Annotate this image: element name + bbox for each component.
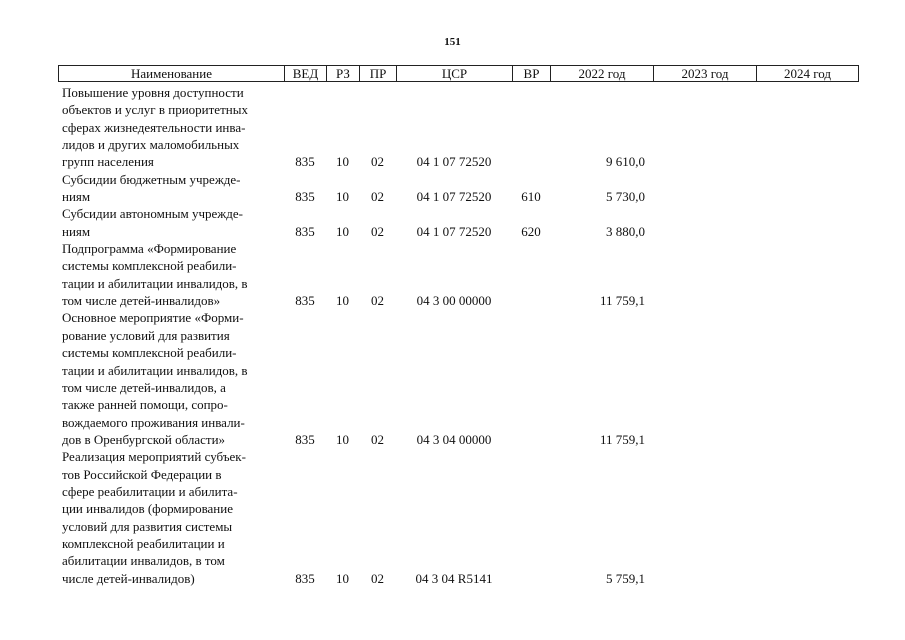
- header-2022: 2022 год: [551, 66, 654, 81]
- row-name: Субсидии бюджетным учрежде- ниям: [62, 171, 241, 205]
- row-name: Повышение уровня доступности объектов и услуг в приоритетных сферах жизнедеятельности инва- лидов и других маломобильных групп населения: [62, 85, 248, 170]
- header-name: Наименование: [59, 66, 285, 81]
- row-rz: 10: [336, 431, 349, 447]
- table-row: [58, 448, 857, 587]
- row-rz: 10: [336, 570, 349, 586]
- row-ved: 835: [295, 223, 315, 239]
- row-pr: 02: [371, 154, 384, 170]
- table-row: [58, 84, 857, 171]
- row-2022: 3 880,0: [606, 223, 645, 239]
- row-pr: 02: [371, 223, 384, 239]
- row-rz: 10: [336, 154, 349, 170]
- table-body: [58, 84, 857, 587]
- row-csr: 04 3 00 00000: [416, 293, 492, 309]
- row-name: Реализация мероприятий субъек- тов Российской Федерации в сфере реабилитации и абилита- ции инвалидов (формирование условий для развития системы комплексной реабилитации и абилитации инвалидов, в том числе детей-инвалидов): [62, 449, 246, 586]
- row-csr: 04 3 04 R5141: [415, 570, 493, 586]
- header-vr: ВР: [513, 66, 551, 81]
- row-rz: 10: [336, 189, 349, 205]
- header-pr: ПР: [360, 66, 397, 81]
- header-ved: ВЕД: [285, 66, 327, 81]
- row-csr: 04 1 07 72520: [416, 189, 492, 205]
- row-ved: 835: [295, 189, 315, 205]
- row-name: Субсидии автономным учрежде- ниям: [62, 206, 243, 239]
- row-2022: 9 610,0: [606, 154, 645, 170]
- header-rz: РЗ: [327, 66, 360, 81]
- page-number: 151: [444, 36, 461, 48]
- row-vr: 610: [521, 189, 541, 205]
- row-csr: 04 3 04 00000: [416, 431, 492, 447]
- table-header: [58, 65, 859, 82]
- header-csr: ЦСР: [397, 66, 513, 81]
- header-2023: 2023 год: [654, 66, 757, 81]
- row-csr: 04 1 07 72520: [416, 154, 492, 170]
- table-row: [58, 309, 857, 448]
- row-2022: 5 759,1: [606, 570, 645, 586]
- table-row: [58, 240, 857, 309]
- row-2022: 11 759,1: [599, 431, 645, 447]
- header-2024: 2024 год: [784, 66, 831, 81]
- row-rz: 10: [336, 223, 349, 239]
- table-row: [58, 171, 857, 206]
- table-row: [58, 205, 857, 240]
- row-name: Подпрограмма «Формирование системы комплексной реабили- тации и абилитации инвалидов, в том числе детей-инвалидов»: [62, 241, 248, 309]
- row-2022: 11 759,1: [599, 293, 645, 309]
- row-vr: 620: [521, 223, 541, 239]
- row-ved: 835: [295, 154, 315, 170]
- row-pr: 02: [371, 431, 384, 447]
- row-pr: 02: [371, 570, 384, 586]
- row-ved: 835: [295, 570, 315, 586]
- row-pr: 02: [371, 189, 384, 205]
- row-csr: 04 1 07 72520: [416, 223, 492, 239]
- row-rz: 10: [336, 293, 349, 309]
- row-name: Основное мероприятие «Форми- рование условий для развития системы комплексной реабили- тации и абилитации инвалидов, в том числе детей-инвалидов, а также ранней помощи, сопро- вождаемого проживания инвали- дов в Оренбургской области»: [62, 310, 248, 447]
- row-pr: 02: [371, 293, 384, 309]
- row-2022: 5 730,0: [606, 189, 645, 205]
- row-ved: 835: [295, 293, 315, 309]
- row-ved: 835: [295, 431, 315, 447]
